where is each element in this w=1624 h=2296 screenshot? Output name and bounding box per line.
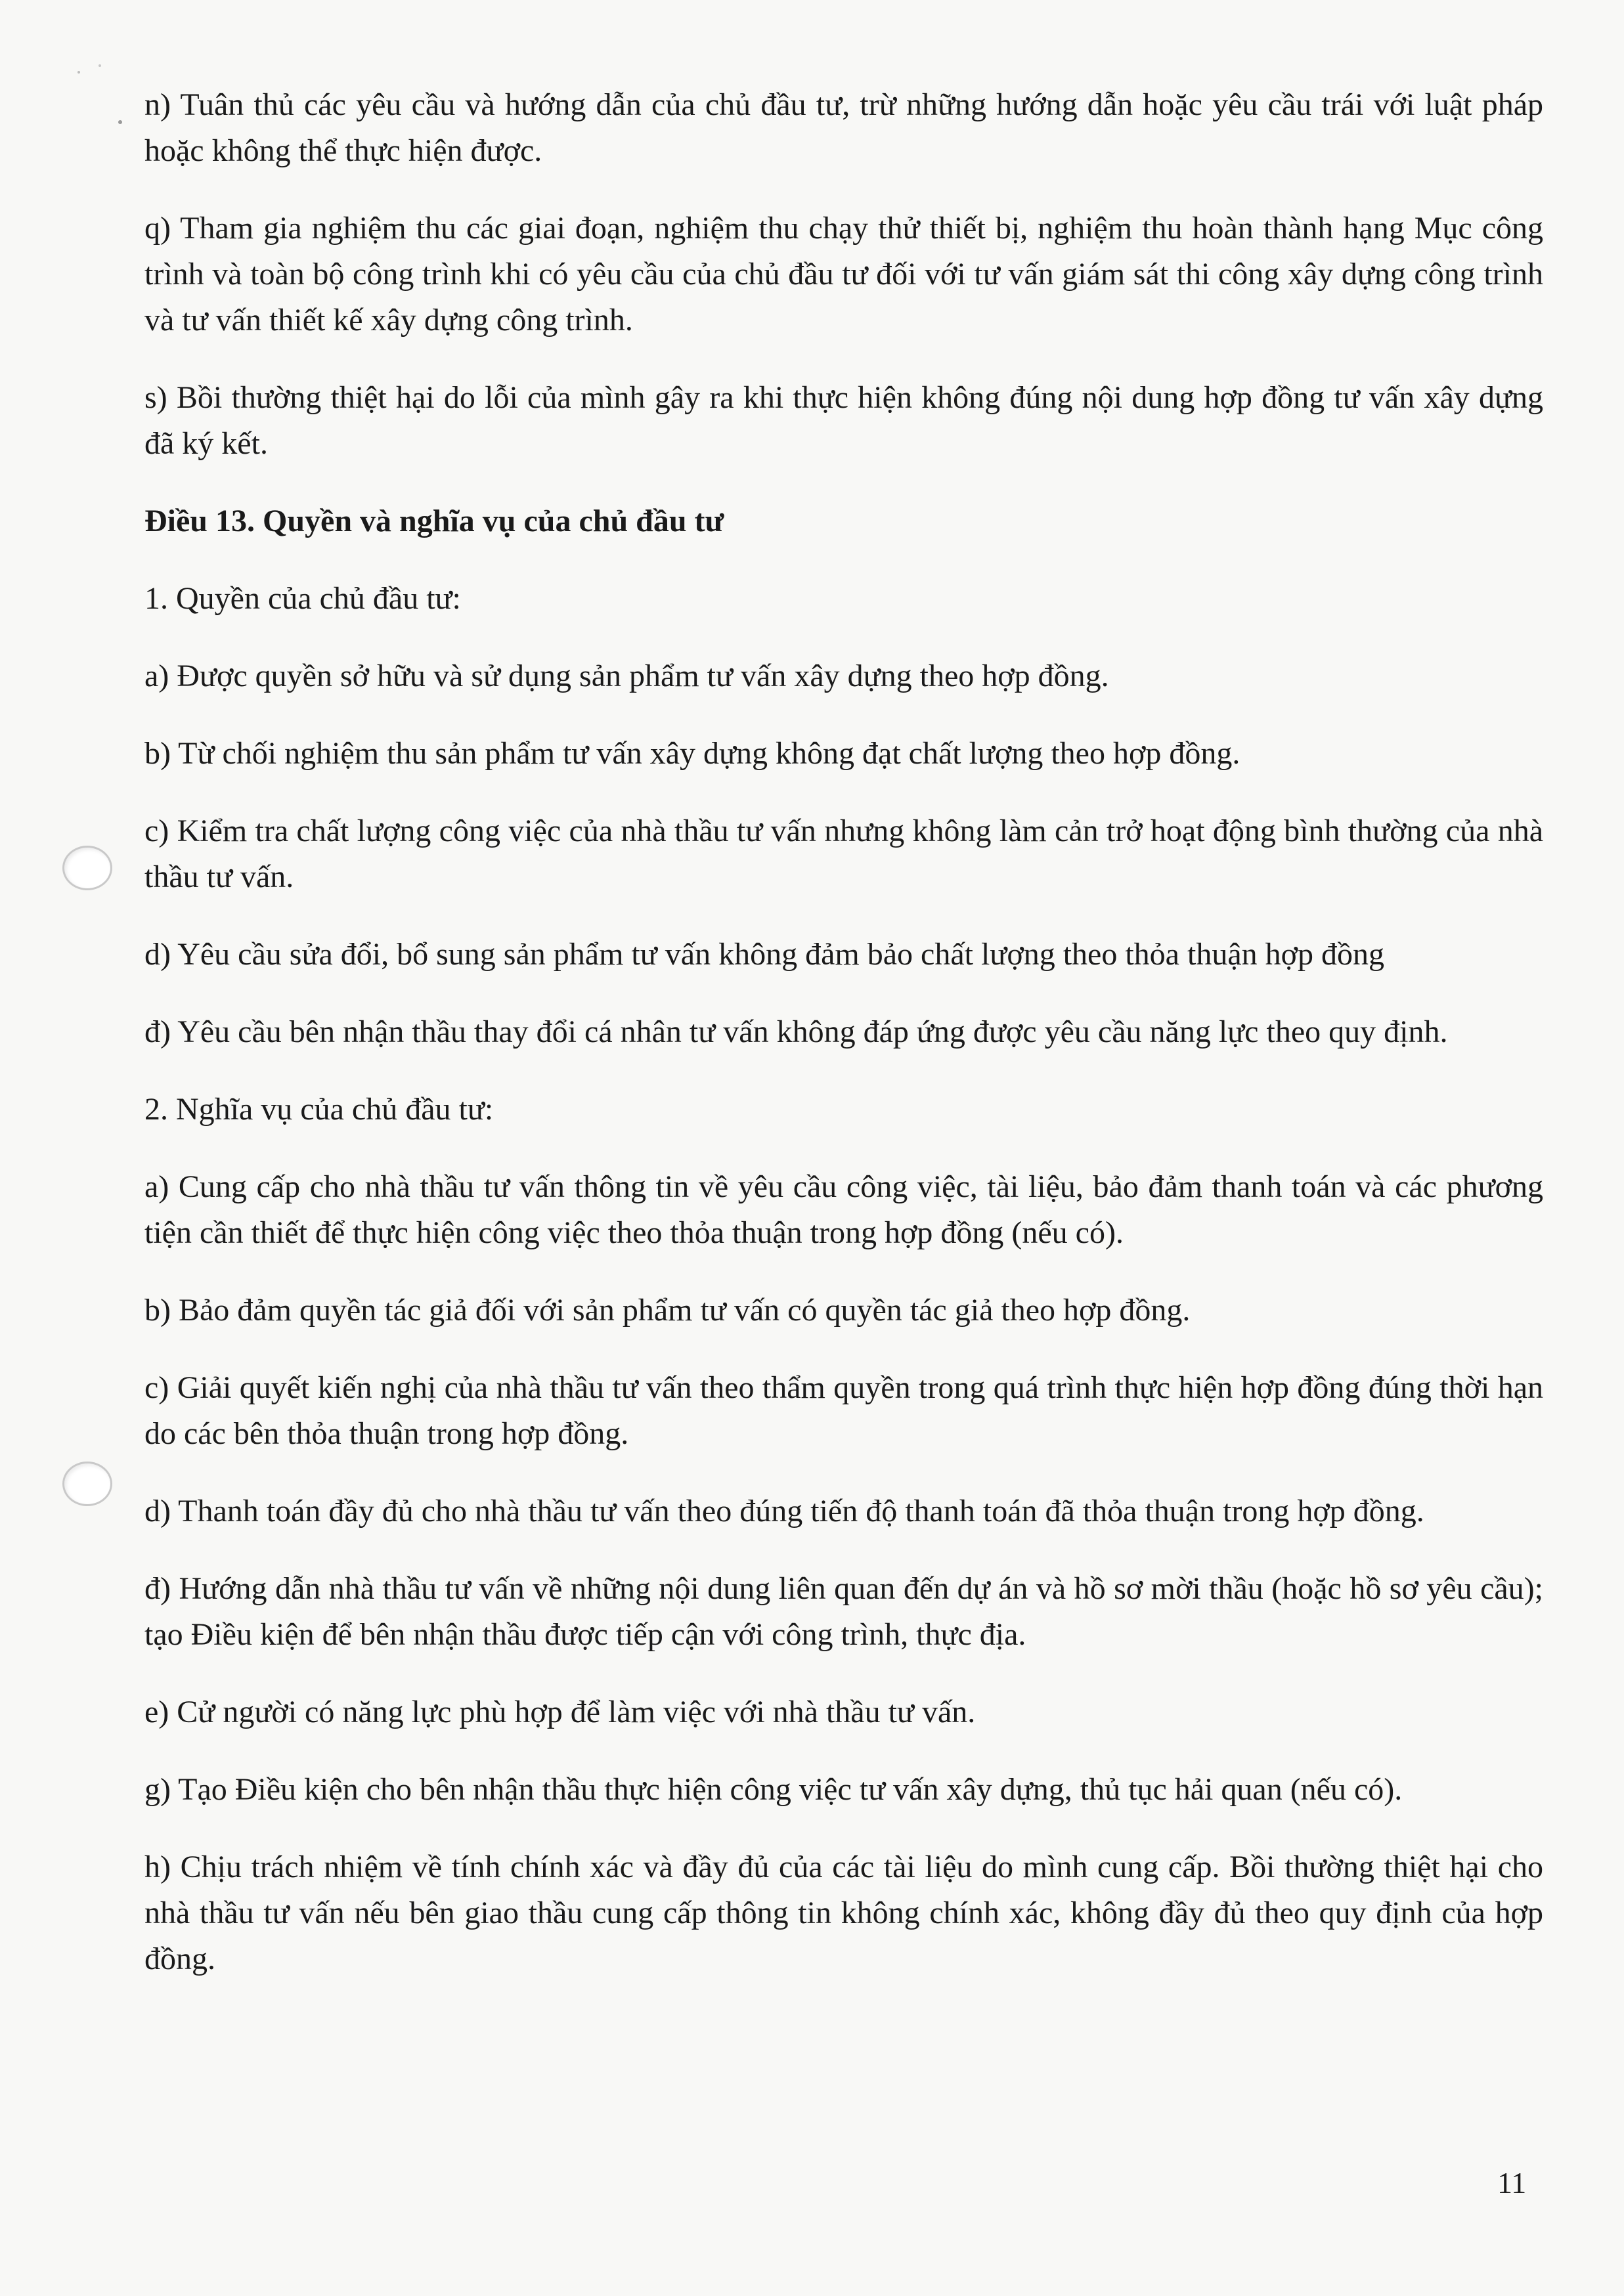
section-2-item-h: h) Chịu trách nhiệm về tính chính xác và đầy đủ của các tài liệu do mình cung cấp. Bồi thường thiệt hại cho nhà thầu tư vấn nếu bên giao thầu cung cấp thông tin không chính xác, không đầy đủ theo quy định của hợp đồng. <box>144 1850 1543 1976</box>
paragraph-s: s) Bồi thường thiệt hại do lỗi của mình gây ra khi thực hiện không đúng nội dung hợp đồng tư vấn xây dựng đã ký kết. <box>144 380 1543 461</box>
paragraph-n: n) Tuân thủ các yêu cầu và hướng dẫn của chủ đầu tư, trừ những hướng dẫn hoặc yêu cầu trái với luật pháp hoặc không thể thực hiện được. <box>144 87 1543 168</box>
scan-speck <box>99 64 101 67</box>
section-2-title: 2. Nghĩa vụ của chủ đầu tư: <box>144 1092 494 1127</box>
section-2-item-e: e) Cử người có năng lực phù hợp để làm việc với nhà thầu tư vấn. <box>144 1695 976 1729</box>
article-heading: Điều 13. Quyền và nghĩa vụ của chủ đầu tư <box>144 504 724 538</box>
page-number: 11 <box>1497 2166 1527 2199</box>
punch-hole <box>62 1462 112 1506</box>
section-1-item-d: d) Yêu cầu sửa đổi, bổ sung sản phẩm tư vấn không đảm bảo chất lượng theo thỏa thuận hợp đồng <box>144 937 1385 972</box>
section-1-title: 1. Quyền của chủ đầu tư: <box>144 581 461 616</box>
section-1-item-c: c) Kiểm tra chất lượng công việc của nhà thầu tư vấn nhưng không làm cản trở hoạt động bình thường của nhà thầu tư vấn. <box>144 813 1543 894</box>
section-2-item-dd: đ) Hướng dẫn nhà thầu tư vấn về những nội dung liên quan đến dự án và hồ sơ mời thầu (hoặc hồ sơ yêu cầu); tạo Điều kiện để bên nhận thầu được tiếp cận với công trình, thực địa. <box>144 1571 1543 1652</box>
page-content <box>144 82 1543 2014</box>
section-1-item-dd: đ) Yêu cầu bên nhận thầu thay đổi cá nhân tư vấn không đáp ứng được yêu cầu năng lực theo quy định. <box>144 1014 1448 1049</box>
section-2-item-b: b) Bảo đảm quyền tác giả đối với sản phẩm tư vấn có quyền tác giả theo hợp đồng. <box>144 1293 1191 1328</box>
section-2-item-a: a) Cung cấp cho nhà thầu tư vấn thông tin về yêu cầu công việc, tài liệu, bảo đảm thanh toán và các phương tiện cần thiết để thực hiện công việc theo thỏa thuận trong hợp đồng (nếu có). <box>144 1169 1543 1250</box>
section-2-item-g: g) Tạo Điều kiện cho bên nhận thầu thực hiện công việc tư vấn xây dựng, thủ tục hải quan (nếu có). <box>144 1772 1403 1807</box>
section-1-item-a: a) Được quyền sở hữu và sử dụng sản phẩm tư vấn xây dựng theo hợp đồng. <box>144 659 1109 693</box>
section-1-item-b: b) Từ chối nghiệm thu sản phẩm tư vấn xây dựng không đạt chất lượng theo hợp đồng. <box>144 736 1240 771</box>
scan-speck <box>77 71 80 74</box>
section-2-item-d: d) Thanh toán đầy đủ cho nhà thầu tư vấn theo đúng tiến độ thanh toán đã thỏa thuận trong hợp đồng. <box>144 1494 1424 1528</box>
scan-speck <box>118 120 122 124</box>
paragraph-q: q) Tham gia nghiệm thu các giai đoạn, nghiệm thu chạy thử thiết bị, nghiệm thu hoàn thành hạng Mục công trình và toàn bộ công trình khi có yêu cầu của chủ đầu tư đối với tư vấn giám sát thi công xây dựng công trình và tư vấn thiết kế xây dựng công trình. <box>144 211 1543 337</box>
section-2-item-c: c) Giải quyết kiến nghị của nhà thầu tư vấn theo thẩm quyền trong quá trình thực hiện hợp đồng đúng thời hạn do các bên thỏa thuận trong hợp đồng. <box>144 1370 1543 1451</box>
punch-hole <box>62 846 112 890</box>
